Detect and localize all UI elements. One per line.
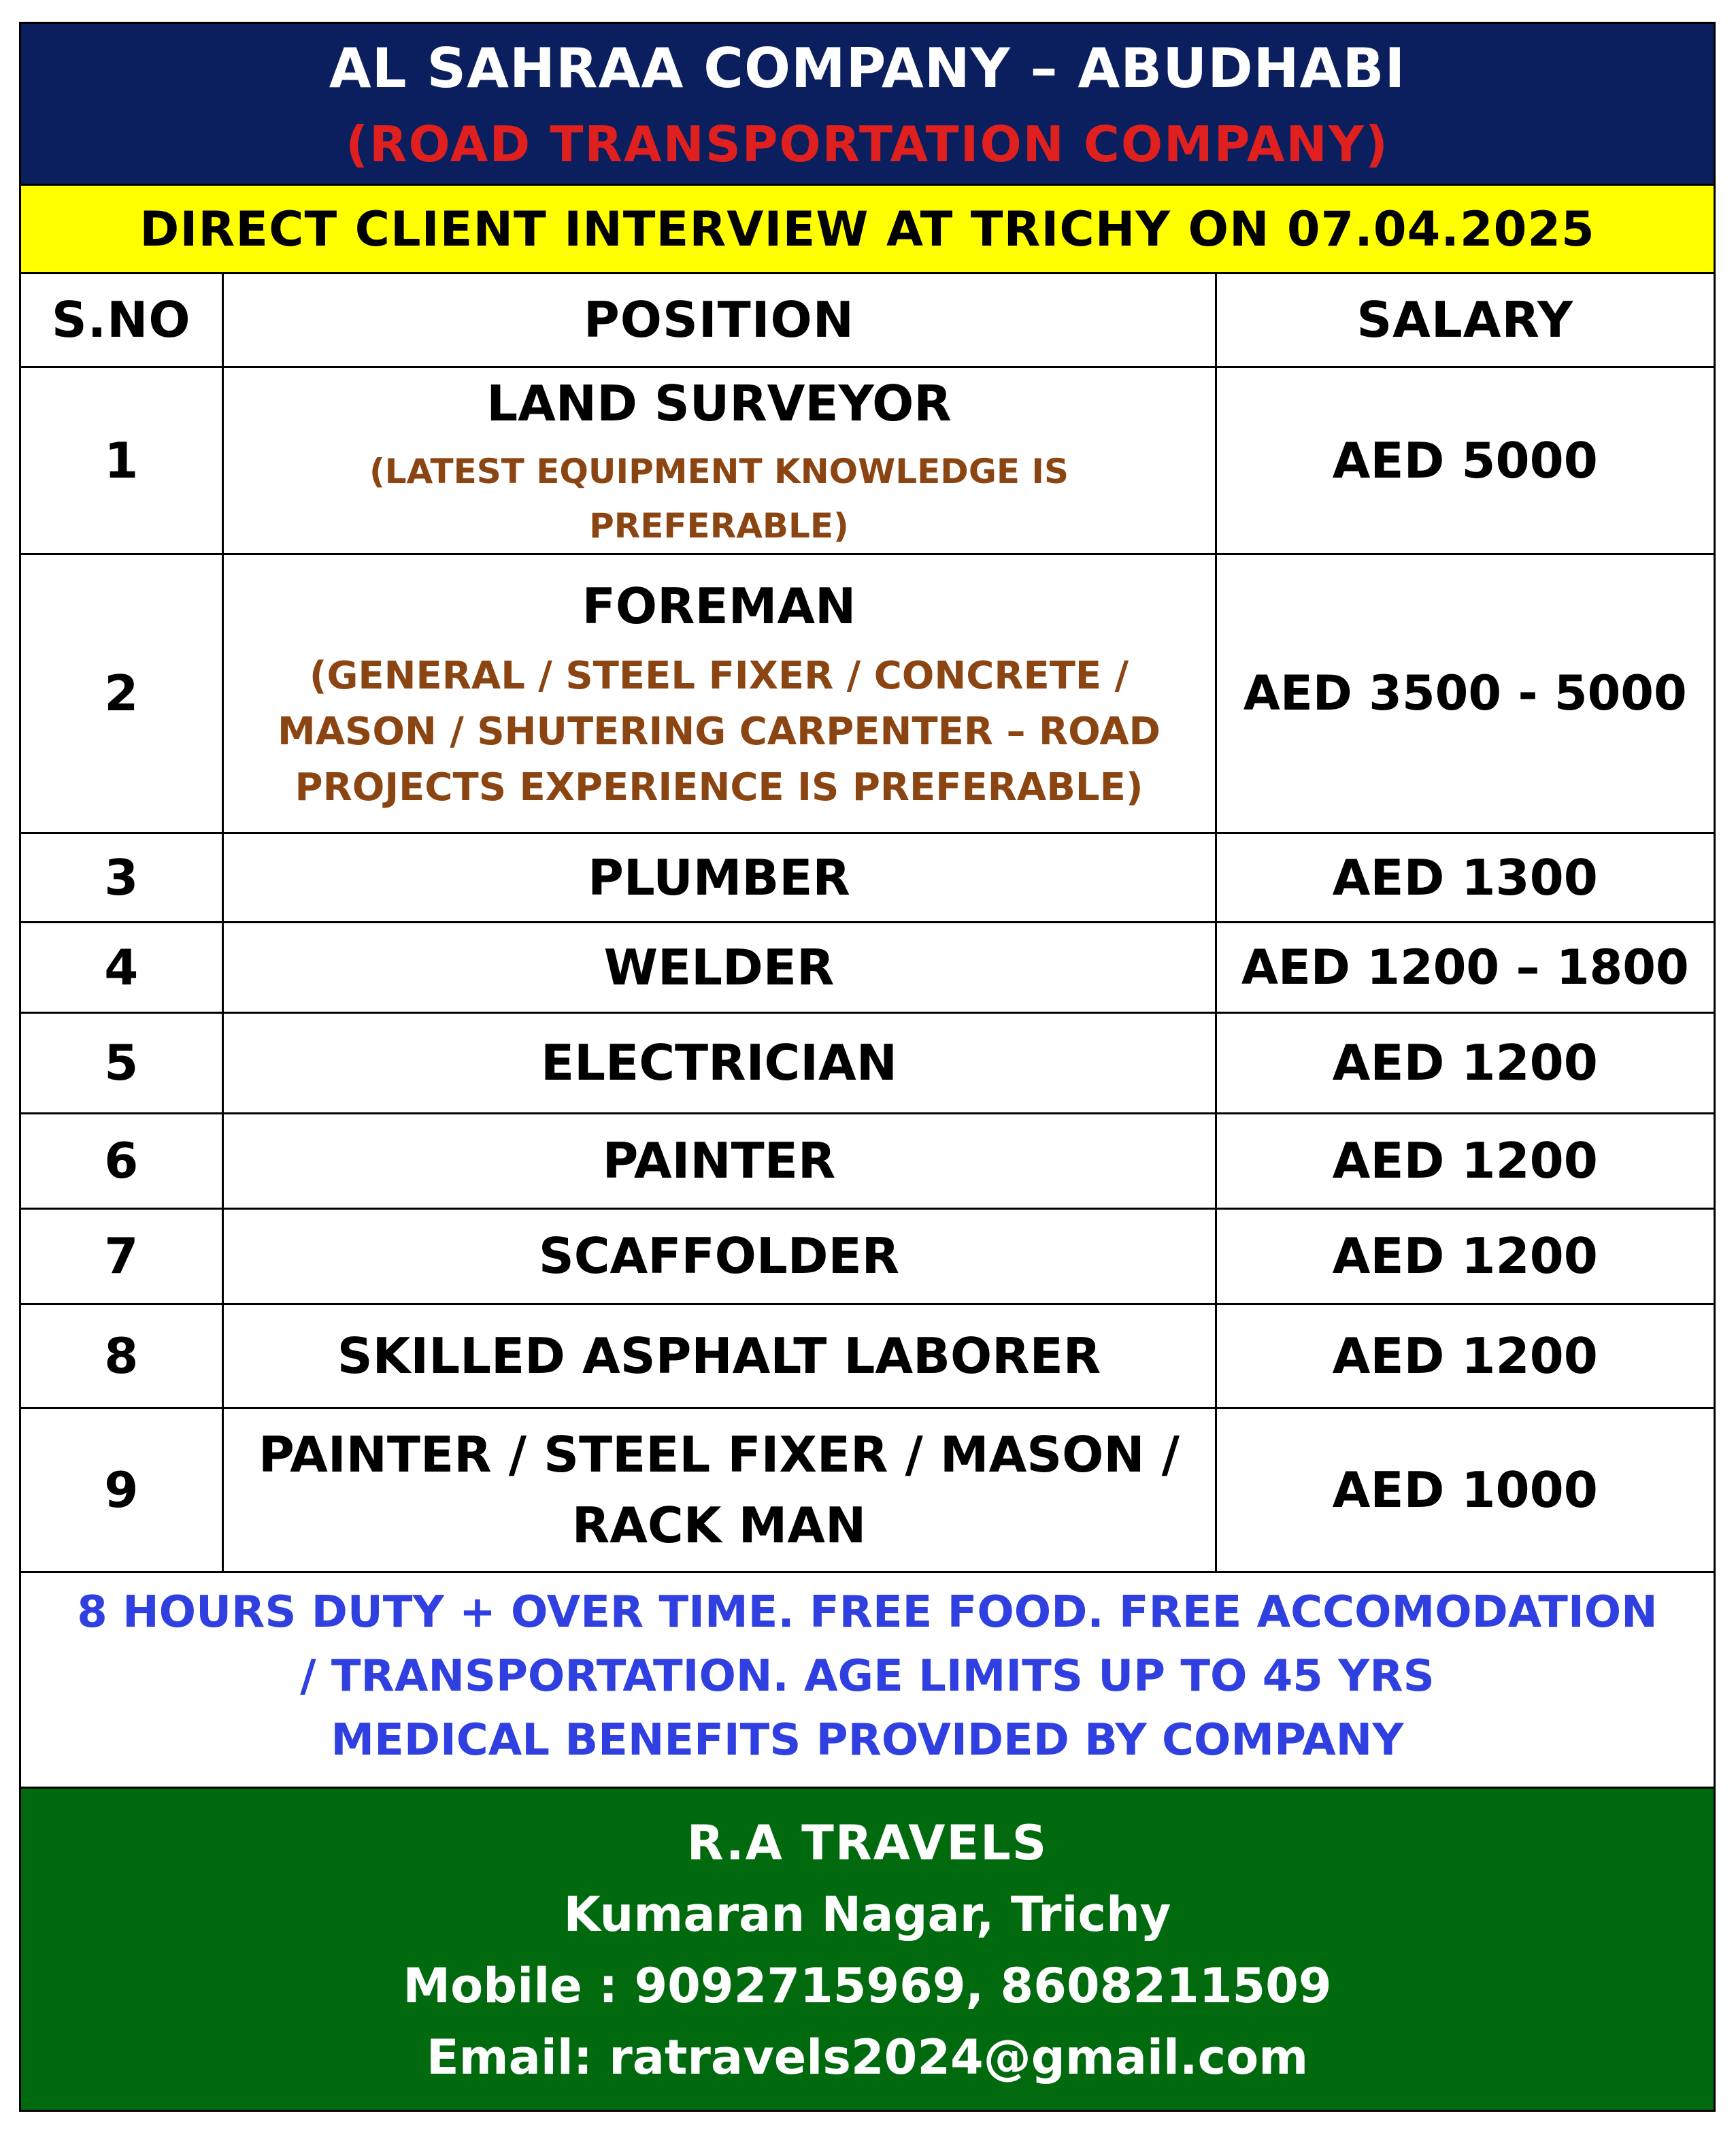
row-position: SKILLED ASPHALT LABORER xyxy=(222,1304,1216,1408)
position-note: (LATEST EQUIPMENT KNOWLEDGE IS PREFERABLE) xyxy=(369,451,1069,546)
row-sno: 6 xyxy=(21,1113,222,1208)
row-salary: AED 1000 xyxy=(1216,1408,1714,1572)
row-sno: 8 xyxy=(21,1304,222,1408)
contact-band xyxy=(21,1789,1714,2110)
job-flyer xyxy=(19,22,1716,2112)
row-salary: AED 1300 xyxy=(1216,833,1714,922)
benefits-line: / TRANSPORTATION. AGE LIMITS UP TO 45 YRS xyxy=(300,1651,1435,1702)
company-subtitle: (ROAD TRANSPORTATION COMPANY) xyxy=(346,116,1389,173)
row-position: PAINTER / STEEL FIXER / MASON / RACK MAN xyxy=(222,1408,1216,1572)
agency-mobile: Mobile : 9092715969, 8608211509 xyxy=(403,1958,1332,2014)
row-position: PAINTER xyxy=(222,1113,1216,1208)
row-salary: AED 1200 xyxy=(1216,1113,1714,1208)
row-position: WELDER xyxy=(222,922,1216,1012)
row-salary: AED 5000 xyxy=(1216,367,1714,554)
row-sno: 7 xyxy=(21,1208,222,1304)
position-title: FOREMAN xyxy=(582,578,856,635)
row-salary: AED 1200 – 1800 xyxy=(1216,922,1714,1012)
row-sno: 4 xyxy=(21,922,222,1012)
benefits-block xyxy=(21,1564,1714,1789)
row-position: PLUMBER xyxy=(222,833,1216,922)
table-row xyxy=(21,367,1714,554)
position-title: LAND SURVEYOR xyxy=(486,374,952,432)
row-sno: 5 xyxy=(21,1012,222,1113)
row-salary: AED 1200 xyxy=(1216,1012,1714,1113)
header-position: POSITION xyxy=(222,274,1216,367)
table-row xyxy=(21,833,1714,922)
row-position xyxy=(222,367,1216,554)
row-sno: 3 xyxy=(21,833,222,922)
row-sno: 2 xyxy=(21,554,222,833)
header-sno: S.NO xyxy=(21,274,222,367)
positions-table xyxy=(21,274,1714,1573)
row-position xyxy=(222,554,1216,833)
benefits-line: 8 HOURS DUTY + OVER TIME. FREE FOOD. FREE ACCOMODATION xyxy=(77,1587,1658,1638)
agency-address: Kumaran Nagar, Trichy xyxy=(563,1887,1171,1942)
header-salary: SALARY xyxy=(1216,274,1714,367)
table-row xyxy=(21,1408,1714,1572)
row-salary: AED 1200 xyxy=(1216,1208,1714,1304)
row-position: ELECTRICIAN xyxy=(222,1012,1216,1113)
agency-name: R.A TRAVELS xyxy=(686,1815,1048,1871)
row-salary: AED 1200 xyxy=(1216,1304,1714,1408)
row-position: SCAFFOLDER xyxy=(222,1208,1216,1304)
company-name: AL SAHRAA COMPANY – ABUDHABI xyxy=(329,37,1406,100)
table-row xyxy=(21,554,1714,833)
table-row xyxy=(21,922,1714,1012)
table-row xyxy=(21,1304,1714,1408)
agency-email: Email: ratravels2024@gmail.com xyxy=(426,2029,1309,2085)
interview-announcement: DIRECT CLIENT INTERVIEW AT TRICHY ON 07.04.2025 xyxy=(21,186,1714,274)
title-band xyxy=(21,24,1714,186)
row-sno: 9 xyxy=(21,1408,222,1572)
row-salary: AED 3500 - 5000 xyxy=(1216,554,1714,833)
table-row xyxy=(21,1208,1714,1304)
table-header-row xyxy=(21,274,1714,367)
benefits-line: MEDICAL BENEFITS PROVIDED BY COMPANY xyxy=(331,1715,1404,1765)
position-note: (GENERAL / STEEL FIXER / CONCRETE / MASON / SHUTERING CARPENTER – ROAD PROJECTS EXPERIENCE IS PREFERABLE) xyxy=(277,654,1161,810)
table-row xyxy=(21,1113,1714,1208)
row-sno: 1 xyxy=(21,367,222,554)
table-row xyxy=(21,1012,1714,1113)
